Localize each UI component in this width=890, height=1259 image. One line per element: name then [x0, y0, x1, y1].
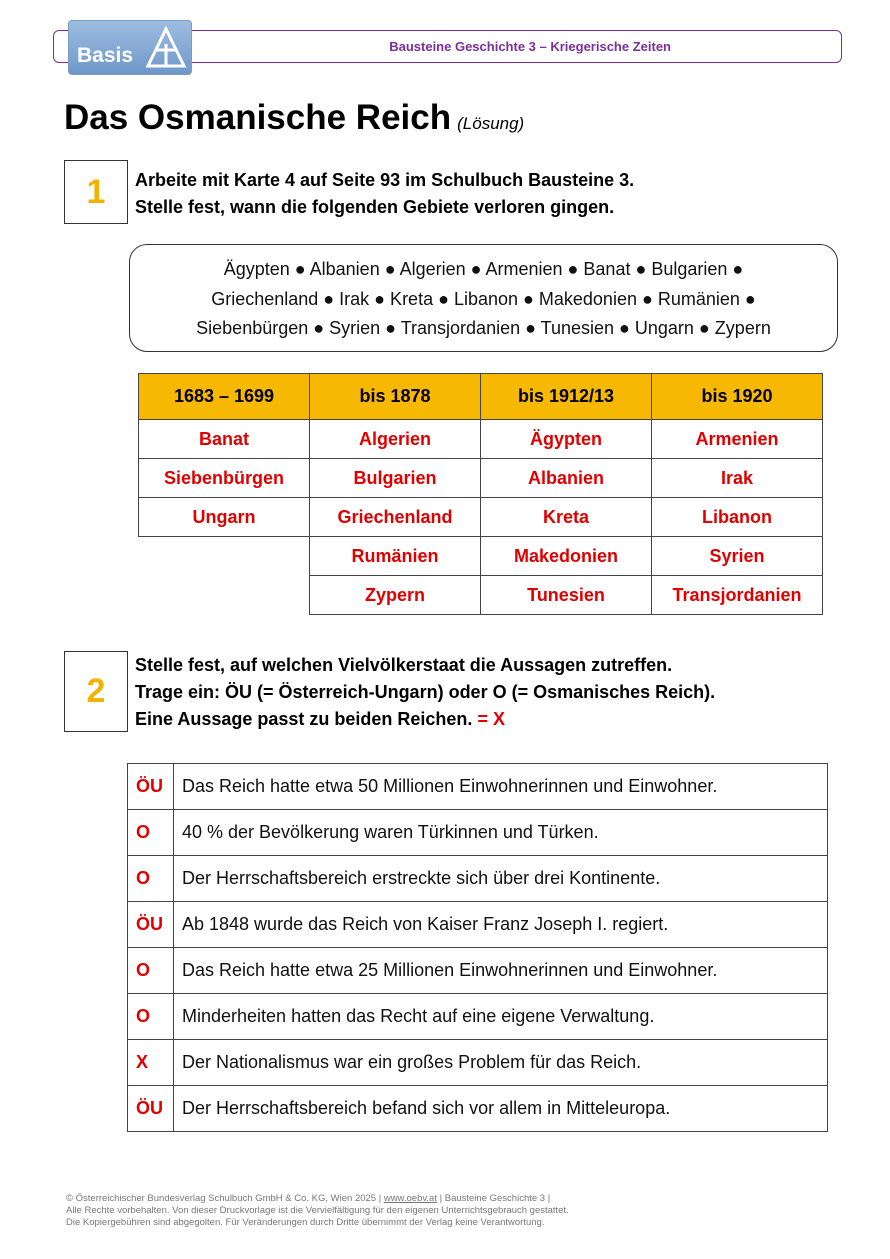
- word-box: [129, 244, 838, 352]
- table-cell: Zypern: [310, 576, 481, 615]
- answer-cell: O: [128, 948, 174, 994]
- statement-cell: Ab 1848 wurde das Reich von Kaiser Franz Joseph I. regiert.: [174, 902, 828, 948]
- table-row: [139, 420, 823, 459]
- series-title: Bausteine Geschichte 3 – Kriegerische Zeiten: [389, 39, 671, 54]
- footer-line-3: Die Kopiergebühren sind abgegolten. Für Veränderungen durch Dritte übernimmt der Verlag keine Verantwortung.: [66, 1217, 545, 1228]
- table-row: [139, 576, 823, 615]
- task-2-line-3: [135, 706, 715, 733]
- table-row: [139, 498, 823, 537]
- statement-cell: 40 % der Bevölkerung waren Türkinnen und Türken.: [174, 810, 828, 856]
- task-1-line-2: Stelle fest, wann die folgenden Gebiete verloren gingen.: [135, 197, 615, 217]
- table-cell: Ungarn: [139, 498, 310, 537]
- footer: [66, 1193, 569, 1229]
- word-line: Griechenland ● Irak ● Kreta ● Libanon ● Makedonien ● Rumänien ●: [211, 288, 756, 309]
- table-cell: Libanon: [652, 498, 823, 537]
- empty-cell: [139, 576, 310, 615]
- table-cell: Banat: [139, 420, 310, 459]
- task-1-number: 1: [64, 160, 128, 224]
- publisher-link[interactable]: www.oebv.at: [383, 1193, 437, 1204]
- answer-cell: ÖU: [128, 764, 174, 810]
- table-row: [128, 856, 828, 902]
- task-2-instructions: [135, 652, 715, 733]
- table-row: [128, 764, 828, 810]
- footer-line-2: Alle Rechte vorbehalten. Von dieser Druckvorlage ist die Vervielfältigung für den eigenen Unterrichtsgebrauch gestattet.: [66, 1205, 569, 1216]
- table-cell: Algerien: [310, 420, 481, 459]
- table-row: [128, 902, 828, 948]
- statement-cell: Minderheiten hatten das Recht auf eine eigene Verwaltung.: [174, 994, 828, 1040]
- answer-cell: O: [128, 994, 174, 1040]
- table-row: [128, 994, 828, 1040]
- task-2-line-2: Trage ein: ÖU (= Österreich-Ungarn) oder O (= Osmanisches Reich).: [135, 682, 716, 702]
- basis-logo: [68, 20, 192, 75]
- answer-cell: X: [128, 1040, 174, 1086]
- column-header: bis 1878: [310, 374, 481, 420]
- table-row: [139, 459, 823, 498]
- answer-cell: O: [128, 856, 174, 902]
- table-cell: Griechenland: [310, 498, 481, 537]
- table-row: [128, 1040, 828, 1086]
- table-cell: Syrien: [652, 537, 823, 576]
- page-title-text: Das Osmanische Reich: [64, 98, 452, 137]
- empty-cell: [139, 537, 310, 576]
- table-cell: Transjordanien: [652, 576, 823, 615]
- column-header: bis 1920: [652, 374, 823, 420]
- column-header: 1683 – 1699: [139, 374, 310, 420]
- table-header-row: [139, 374, 823, 420]
- task-2-number: 2: [64, 651, 128, 732]
- table-cell: Tunesien: [481, 576, 652, 615]
- table-row: [128, 810, 828, 856]
- task-2-line-3-answer: = X: [477, 709, 505, 729]
- table-cell: Rumänien: [310, 537, 481, 576]
- table-cell: Armenien: [652, 420, 823, 459]
- page-title: [64, 98, 524, 138]
- table-cell: Irak: [652, 459, 823, 498]
- answer-cell: ÖU: [128, 902, 174, 948]
- answer-cell: ÖU: [128, 1086, 174, 1132]
- table-row: [128, 948, 828, 994]
- logo-text: Basis: [77, 44, 134, 67]
- statement-cell: Der Herrschaftsbereich erstreckte sich über drei Kontinente.: [174, 856, 828, 902]
- footer-copyright: © Österreichischer Bundesverlag Schulbuch GmbH & Co. KG, Wien 2025 |: [66, 1193, 384, 1204]
- page-subtitle: (Lösung): [457, 114, 525, 133]
- territories-table: [138, 373, 823, 615]
- statement-cell: Das Reich hatte etwa 50 Millionen Einwohnerinnen und Einwohner.: [174, 764, 828, 810]
- task-1-line-1: Arbeite mit Karte 4 auf Seite 93 im Schulbuch Bausteine 3.: [135, 170, 635, 190]
- table-cell: Makedonien: [481, 537, 652, 576]
- table-cell: Albanien: [481, 459, 652, 498]
- task-2-line-3-text: Eine Aussage passt zu beiden Reichen.: [135, 709, 473, 729]
- table-row: [128, 1086, 828, 1132]
- table-row: [139, 537, 823, 576]
- statement-cell: Der Nationalismus war ein großes Problem für das Reich.: [174, 1040, 828, 1086]
- word-line: Siebenbürgen ● Syrien ● Transjordanien ● Tunesien ● Ungarn ● Zypern: [196, 318, 771, 338]
- statement-cell: Der Herrschaftsbereich befand sich vor allem in Mitteleuropa.: [174, 1086, 828, 1132]
- task-1-instructions: [135, 167, 634, 221]
- table-cell: Kreta: [481, 498, 652, 537]
- table-cell: Siebenbürgen: [139, 459, 310, 498]
- table-cell: Ägypten: [481, 420, 652, 459]
- footer-book: | Bausteine Geschichte 3 |: [436, 1193, 551, 1204]
- answer-cell: O: [128, 810, 174, 856]
- triangle-logo-icon: [145, 26, 187, 70]
- word-line: Ägypten ● Albanien ● Algerien ● Armenien ● Banat ● Bulgarien ●: [223, 259, 744, 279]
- column-header: bis 1912/13: [481, 374, 652, 420]
- statement-cell: Das Reich hatte etwa 25 Millionen Einwohnerinnen und Einwohner.: [174, 948, 828, 994]
- statements-table: [127, 763, 828, 1132]
- table-cell: Bulgarien: [310, 459, 481, 498]
- footer-line-1: [66, 1193, 569, 1205]
- task-2-line-1: Stelle fest, auf welchen Vielvölkerstaat die Aussagen zutreffen.: [135, 655, 673, 675]
